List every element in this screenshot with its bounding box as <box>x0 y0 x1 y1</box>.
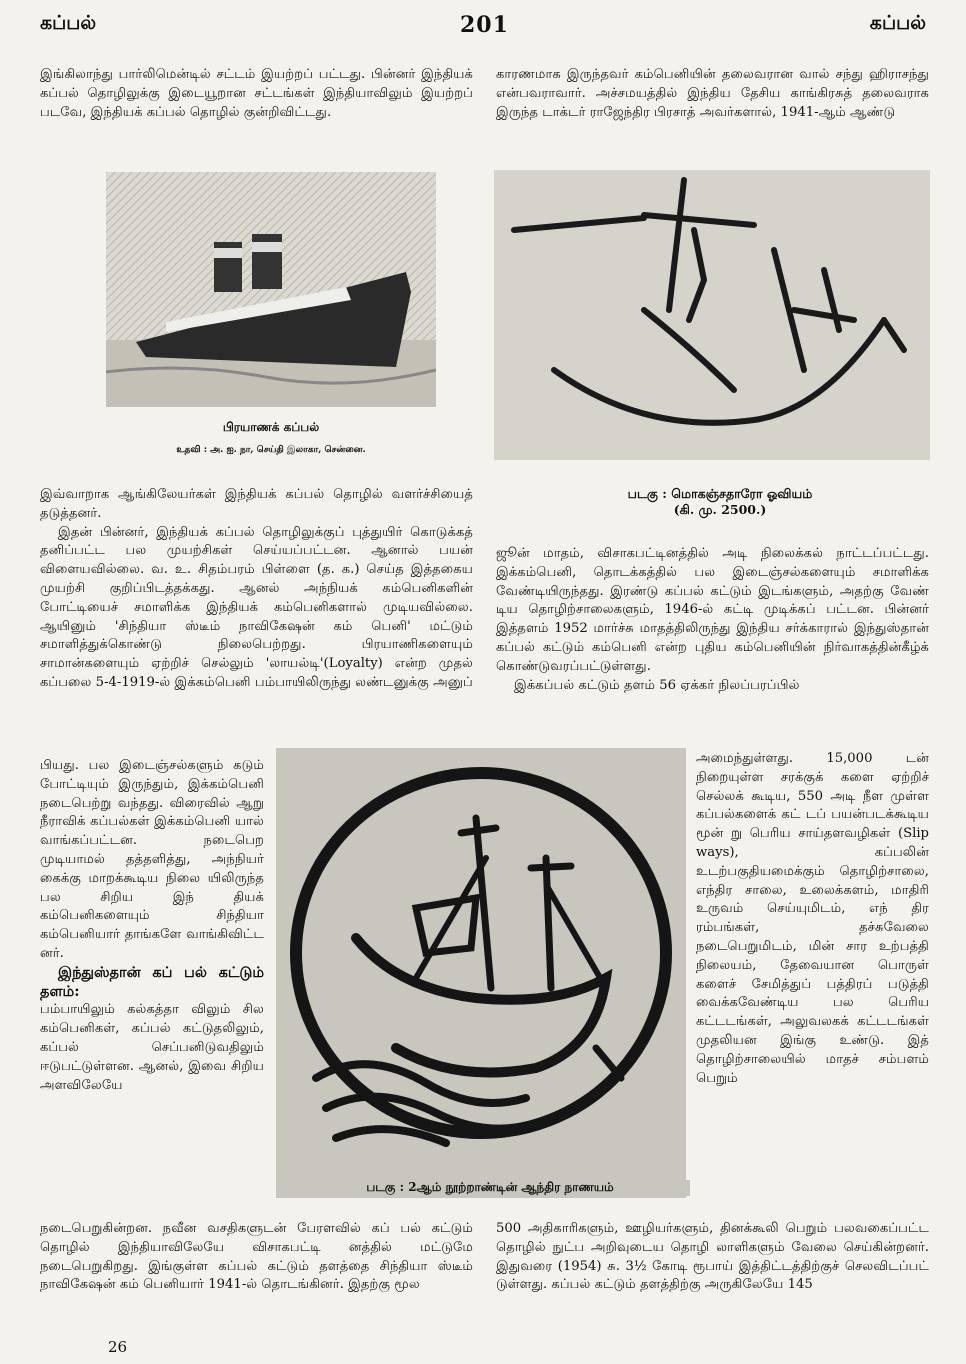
paragraph: இதன் பின்னர், இந்தியக் கப்பல் தொழிலுக்குப் புத்துயிர் கொடுக்கத் தனிப்பட்ட பல முயற்சிகள் செய்யப்பட்டன. ஆனால் பயன் விளையவில்லை. வ. உ. சிதம்பரம் பிள்ளை (த. க.) செய்த இத்தகைய முயற்சி குறிப்பிடத்தக்கது. ஆனல் அந்நியக் கம்பெனிகளின் போட்டியைச் சமாளிக்க இந்தியக் கம்பெனிகளால் முடியவில்லை. ஆயினும் 'சிந்தியா ஸ்டீம் நாவிகேஷன் கம் பெனி' மட்டும் சமாளித்துக்கொண்டு நிலைபெற்றது. பிரயாணிகளையும் சாமான்களையும் ஏற்றிச் செல்லும் 'லாயல்டி'(Loyalty) என்ற முதல் கப்பலை 5-4-1919-ல் இக்கம்பெனி பம்பாயிலிருந்து லண்டனுக்கு அனுப் <box>40 524 473 690</box>
section-heading: இந்துஸ்தான் கப் பல் கட்டும் தளம்: <box>40 963 264 1000</box>
paragraph: பம்பாயிலும் கல்கத்தா விலும் சில கம்பெனிகள், கப்பல் கட்டுதலிலும், கப்பல் செப்பனிடுவதிலும் ஈடுபட்டுள்ளன. ஆனல், இவை சிறிய அளவிலேயே <box>40 1002 264 1093</box>
left-column-bottom <box>40 1220 473 1295</box>
right-column-middle <box>496 545 929 695</box>
left-column-top <box>40 66 473 122</box>
paragraph: நடைபெறுகின்றன. நவீன வசதிகளுடன் பேரளவில் கப் பல் கட்டும் தொழில் இந்தியாவிலேயே விசாகபட்டி னத்தில் மட்டுமே நடைபெறுகிறது. இங்குள்ள கப்பல் கட்டும் தளத்தை சிந்தியா ஸ்டீம் நாவிகேஷன் கம் பெனியார் 1941-ல் தொடங்கினர். இதற்கு மூல <box>40 1221 473 1293</box>
ship-credit: உதவி : அ. ஐ. நா, செய்தி இலாகா, சென்னை. <box>176 445 366 455</box>
coin-caption: படகு : 2ஆம் நூற்றாண்டின் ஆந்திர நாணயம் <box>290 1180 690 1196</box>
paragraph: அமைந்துள்ளது. 15,000 டன் நிறையுள்ள சரக்குக் களை ஏற்றிச் செல்லக் கூடிய, 550 அடி நீள முள்ள கப்பல்களைக் கட் டப் பயன்படக்கூடிய மூன் று பெரிய சாய்தளவழிகள் (Slip ways), கப்பலின் உடற்பகுதியமைக்கும் தொழிற்சாலை, எந்திர சாலை, உலைக்களம், மாதிரி உருவம் செய்யுமிடம், எந் திர ரம்பங்கள், தச்சுவேலை நடைபெறுமிடம், மின் சார உற்பத்தி நிலையம், தேவையான பொருள் களைச் சேமித்துப் பத்திரப் படுத்தி வைக்கவேண்டிய பல பெரிய கட்டடங்கள், அலுவலகக் கட்டடங்கள் முதலியன இங்கு உண்டு. இத் தொழிற்சாலையில் மாதச் சம்பளம் பெறும் <box>696 751 929 1086</box>
left-column-middle <box>40 486 473 693</box>
running-head-right: கப்பல் <box>869 12 926 34</box>
paragraph: காரணமாக இருந்தவர் கம்பெனியின் தலைவரான வால் சந்து ஹிராசந்து என்பவராவார். அச்சமயத்தில் இந்திய தேசிய காங்கிரசுத் தலைவராக இருந்த டாக்டர் ராஜேந்திர பிரசாத் அவர்களால், 1941-ஆம் ஆண்டு <box>496 67 929 120</box>
mohenjodaro-boat-drawing <box>494 170 930 460</box>
paragraph: ஜூன் மாதம், விசாகபட்டினத்தில் அடி நிலைக்கல் நாட்டப்பட்டது. இக்கம்பெனி, தொடக்கத்தில் பல இடைஞ்சல்களையும் சமாளிக்க வேண்டியிருந்தது. இரண்டு கப்பல் கட்டும் இடங்களும், அதற்கு வேண் டிய தொழிற்சாலைகளும், 1946-ல் கட்டி முடிக்கப் பட்டன. பின்னர் இத்தளம் 1952 மார்ச்சு மாதத்திலிருந்து இந்திய சர்க்காரால் இந்துஸ்தான் கப்பல் கட்டும் கம்பெனி என்ற புதிய கம்பெனியின் நிர்வாகத்தின்கீழ்க் கொண்டுவரப்பட்டுள்ளது. <box>496 546 929 674</box>
andhra-coin-image <box>276 748 686 1198</box>
mohenjodaro-date: (கி. மு. 2500.) <box>673 502 767 517</box>
mohenjodaro-caption: படகு : மொகஞ்சதாரோ ஓவியம் <box>627 486 813 501</box>
right-column-bottom <box>496 1220 929 1295</box>
right-column-narrow <box>696 750 929 1088</box>
page-number: 201 <box>460 12 509 38</box>
paragraph: இங்கிலாந்து பார்லிமென்டில் சட்டம் இயற்றப் பட்டது. பின்னர் இந்தியக் கப்பல் தொழிலுக்கு இடையூறான சட்டங்கள் இந்தியாவிலும் இயற்றப் படவே, இந்தியக் கப்பல் தொழில் குன்றிவிட்டது. <box>40 67 473 120</box>
folio-number: 26 <box>108 1338 128 1356</box>
paragraph: பியது. பல இடைஞ்சல்களும் கடும் போட்டியும் இருந்தும், இக்கம்பெனி நடைபெற்று வந்தது. விரைவில் ஆறு நீராவிக் கப்பல்கள் இக்கம்பெனி யால் வாங்கப்பட்டன. நடைபெற முடியாமல் தத்தளித்து, அந்நியர் கைக்கு மாறக்கூடிய நிலை யிலிருந்த பல சிறிய இந் தியக் கம்பெனிகளையும் சிந்தியா கம்பெனியார் தாங்களே வாங்கிவிட்ட னர். <box>40 758 264 961</box>
paragraph: இக்கப்பல் கட்டும் தளம் 56 ஏக்கர் நிலப்பரப்பில் <box>514 677 800 693</box>
paragraph: இவ்வாறாக ஆங்கிலேயர்கள் இந்தியக் கப்பல் தொழில் வளர்ச்சியைத் தடுத்தனர். <box>40 487 473 521</box>
paragraph: 500 அதிகாரிகளும், ஊழியர்களும், தினக்கூலி பெறும் பலவகைப்பட்ட தொழில் நுட்ப அறிவுடைய தொழி லாளிகளும் வேலை செய்கின்றனர். இதுவரை (1954) சு. 3½ கோடி ரூபாய் இத்திட்டத்திற்குச் செலவிடப்பட் டுள்ளது. கப்பல் கட்டும் தளத்திற்கு அருகிலேயே 145 <box>496 1221 929 1293</box>
passenger-ship-photo <box>106 172 436 407</box>
left-column-narrow <box>40 757 264 1095</box>
ship-caption: பிரயாணக் கப்பல் <box>222 420 320 434</box>
right-column-top <box>496 66 929 122</box>
running-head-left: கப்பல் <box>40 12 97 34</box>
